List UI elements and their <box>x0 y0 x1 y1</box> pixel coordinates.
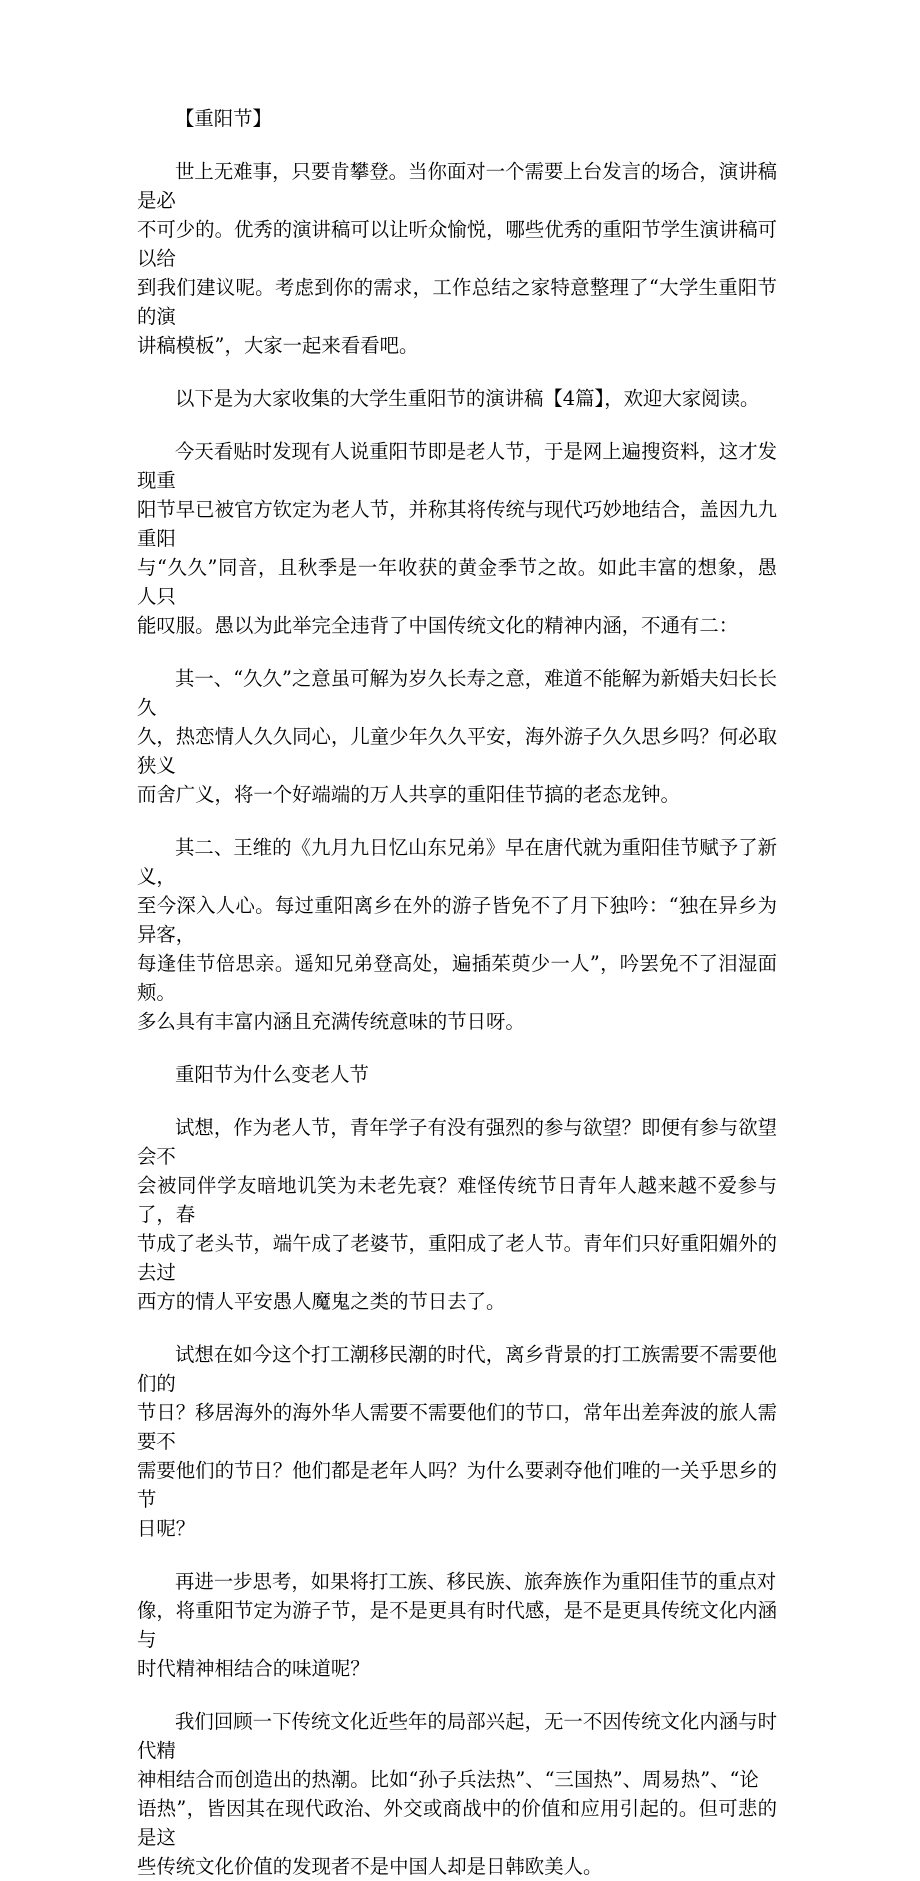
paragraph <box>137 1113 777 1316</box>
paragraph <box>137 437 777 640</box>
paragraph <box>137 1340 777 1543</box>
paragraph-line: 日呢？ <box>137 1517 196 1540</box>
paragraph-line: 些传统文化价值的发现者不是中国人却是日韩欧美人。 <box>137 1855 603 1878</box>
paragraph-line: 阳节早已被官方钦定为老人节，并称其将传统与现代巧妙地结合，盖因九九重阳 <box>137 498 777 550</box>
paragraph-line: 以下是为大家收集的大学生重阳节的演讲稿【4篇】，欢迎大家阅读。 <box>175 387 760 410</box>
paragraph-line: 而舍广义，将一个好端端的万人共享的重阳佳节搞的老态龙钟。 <box>137 783 680 806</box>
document-page <box>137 104 777 1881</box>
paragraph-line: 再进一步思考，如果将打工族、移民族、旅奔族作为重阳佳节的重点对 <box>175 1570 777 1593</box>
paragraph <box>137 384 777 413</box>
paragraph-line: 西方的情人平安愚人魔鬼之类的节日去了。 <box>137 1290 506 1313</box>
paragraph-line: 试想在如今这个打工潮移民潮的时代，离乡背景的打工族需要不需要他们的 <box>137 1343 777 1395</box>
paragraph-line: 其二、王维的《九月九日忆山东兄弟》早在唐代就为重阳佳节赋予了新义， <box>137 836 777 888</box>
paragraph-line: 节成了老头节，端午成了老婆节，重阳成了老人节。青年们只好重阳媚外的去过 <box>137 1232 777 1284</box>
paragraph-line: 今天看贴时发现有人说重阳节即是老人节，于是网上遍搜资料，这才发现重 <box>137 440 777 492</box>
paragraph-line: 语热”，皆因其在现代政治、外交或商战中的价值和应用引起的。但可悲的是这 <box>137 1797 777 1849</box>
paragraph-line: 能叹服。愚以为此举完全违背了中国传统文化的精神内涵，不通有二： <box>137 614 739 637</box>
paragraph-line: 其一、“久久”之意虽可解为岁久长寿之意，难道不能解为新婚夫妇长长久 <box>137 667 777 719</box>
paragraph-line: 至今深入人心。每过重阳离乡在外的游子皆免不了月下独吟：“独在异乡为异客， <box>137 894 777 946</box>
paragraph-line: 像，将重阳节定为游子节，是不是更具有时代感，是不是更具传统文化内涵与 <box>137 1599 777 1651</box>
paragraph <box>137 1707 777 1881</box>
paragraph-line: 时代精神相结合的味道呢？ <box>137 1657 370 1680</box>
paragraph-line: 与“久久”同音，且秋季是一年收获的黄金季节之故。如此丰富的想象，愚人只 <box>137 556 777 608</box>
paragraph-line: 会被同伴学友暗地讥笑为未老先衰？难怪传统节日青年人越来越不爱参与了，春 <box>137 1174 777 1226</box>
paragraph-line: 试想，作为老人节，青年学子有没有强烈的参与欲望？即便有参与欲望会不 <box>137 1116 777 1168</box>
paragraph-line: 久，热恋情人久久同心，儿童少年久久平安，海外游子久久思乡吗？何必取狭义 <box>137 725 777 777</box>
paragraph <box>137 833 777 1036</box>
paragraph-line: 不可少的。优秀的演讲稿可以让听众愉悦，哪些优秀的重阳节学生演讲稿可以给 <box>137 218 777 270</box>
paragraph-line: 到我们建议呢。考虑到你的需求，工作总结之家特意整理了“大学生重阳节的演 <box>137 276 777 328</box>
paragraph <box>137 157 777 360</box>
paragraph <box>137 1060 777 1089</box>
document-body <box>137 157 777 1881</box>
paragraph-line: 神相结合而创造出的热潮。比如“孙子兵法热”、“三国热”、周易热”、“论 <box>137 1768 759 1791</box>
paragraph-line: 节日？移居海外的海外华人需要不需要他们的节口，常年出差奔波的旅人需要不 <box>137 1401 777 1453</box>
paragraph-line: 讲稿模板”，大家一起来看看吧。 <box>137 334 419 357</box>
paragraph-line: 重阳节为什么变老人节 <box>175 1063 369 1086</box>
paragraph <box>137 1567 777 1683</box>
paragraph-line: 需要他们的节日？他们都是老年人吗？为什么要剥夺他们唯的一关乎思乡的节 <box>137 1459 777 1511</box>
paragraph <box>137 664 777 809</box>
paragraph-line: 每逢佳节倍思亲。遥知兄弟登高处，遍插茱萸少一人”，吟罢免不了泪湿面颊。 <box>137 952 777 1004</box>
paragraph-line: 我们回顾一下传统文化近些年的局部兴起，无一不因传统文化内涵与时代精 <box>137 1710 777 1762</box>
paragraph-line: 世上无难事，只要肯攀登。当你面对一个需要上台发言的场合，演讲稿是必 <box>137 160 777 212</box>
document-title: 【重阳节】 <box>175 107 272 130</box>
paragraph-line: 多么具有丰富内涵且充满传统意味的节日呀。 <box>137 1010 525 1033</box>
